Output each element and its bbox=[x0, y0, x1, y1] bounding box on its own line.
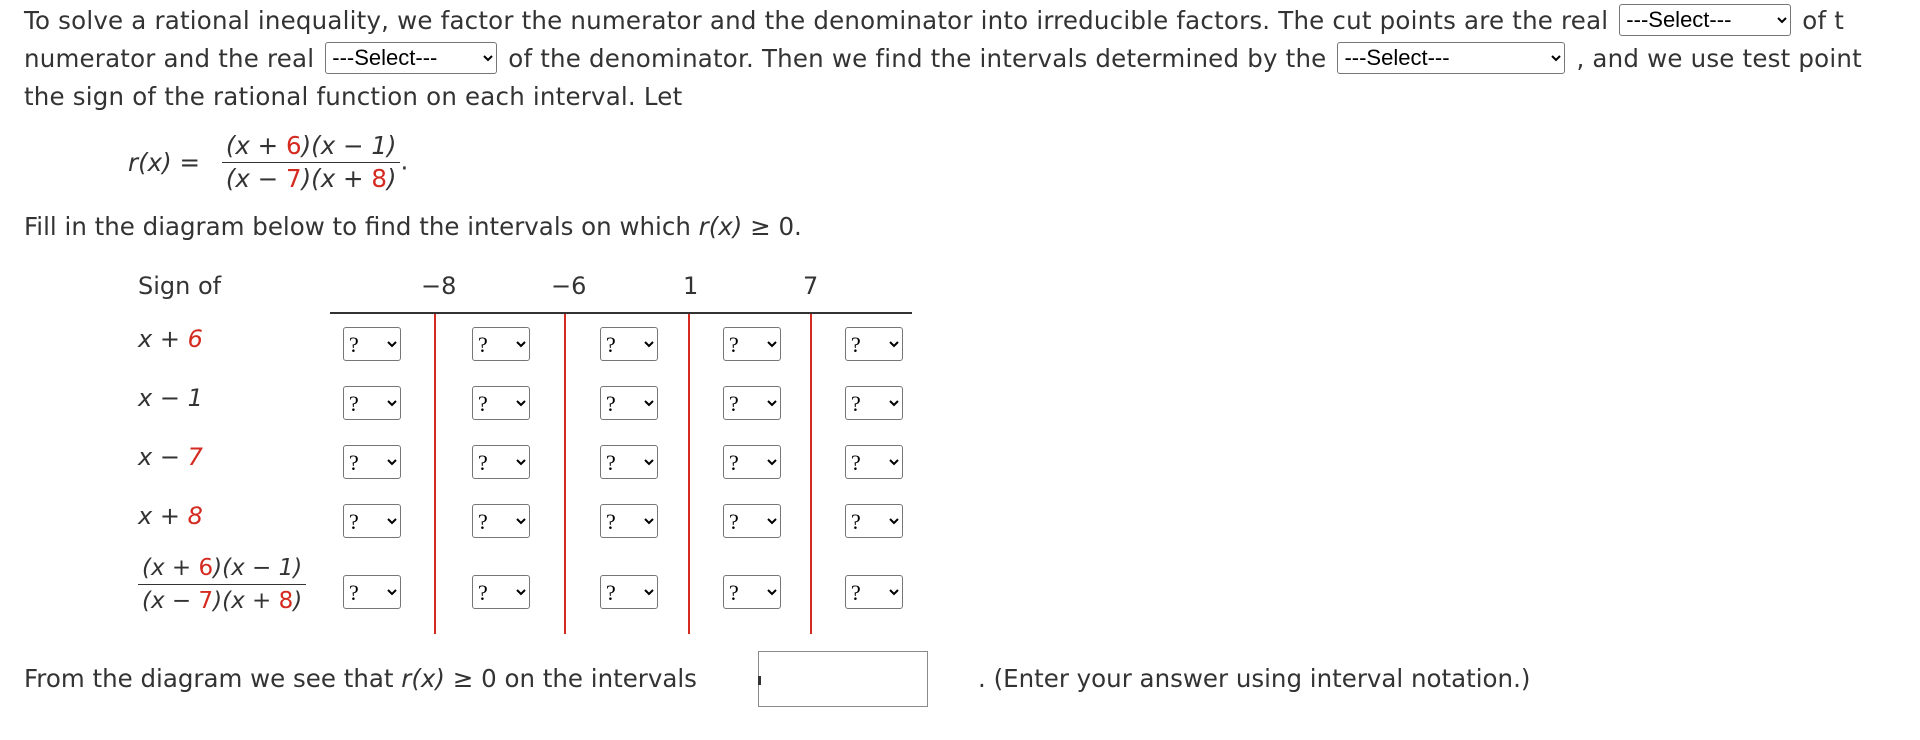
fraction-numerator: (x + 6)(x − 1) bbox=[225, 131, 397, 160]
instructions-text: , and we use test point bbox=[1576, 44, 1862, 73]
rational-function-definition bbox=[128, 130, 408, 195]
quotient-label bbox=[138, 552, 306, 617]
cut-line bbox=[810, 314, 812, 634]
cut-line bbox=[434, 314, 436, 634]
instructions-text: of the denominator. Then we find the intervals determined by the bbox=[508, 44, 1327, 73]
instructions-line-1 bbox=[24, 2, 1920, 40]
fraction-denominator: (x − 7)(x + 8) bbox=[222, 162, 401, 195]
diagram-header-rule bbox=[330, 312, 912, 314]
sign-select[interactable] bbox=[472, 445, 530, 479]
sign-select[interactable] bbox=[600, 445, 658, 479]
intervals-determined-by-select[interactable] bbox=[1337, 42, 1565, 74]
sign-select[interactable] bbox=[343, 386, 401, 420]
sign-select[interactable] bbox=[472, 327, 530, 361]
sign-of-header: Sign of bbox=[138, 272, 222, 300]
cut-point-label: −6 bbox=[551, 272, 587, 300]
answer-hint: . (Enter your answer using interval notation.) bbox=[978, 664, 1531, 693]
period: . bbox=[400, 146, 409, 176]
rational-fraction bbox=[222, 130, 401, 195]
sign-select[interactable] bbox=[472, 504, 530, 538]
instructions-text: To solve a rational inequality, we factor the numerator and the denominator into irreducible factors. The cut points are the real bbox=[24, 6, 1609, 35]
fraction-denominator: (x − 7)(x + 8) bbox=[138, 584, 306, 617]
sign-select[interactable] bbox=[343, 445, 401, 479]
cut-point-label: −8 bbox=[421, 272, 457, 300]
intervals-answer-input[interactable] bbox=[758, 651, 928, 707]
sign-select[interactable] bbox=[343, 327, 401, 361]
answer-prompt: From the diagram we see that r(x) ≥ 0 on the intervals bbox=[24, 664, 697, 693]
cut-point-label: 7 bbox=[803, 272, 819, 300]
instructions-paragraph bbox=[24, 2, 1920, 116]
sign-select[interactable] bbox=[723, 575, 781, 609]
diagram-prompt: Fill in the diagram below to find the intervals on which r(x) ≥ 0. bbox=[24, 212, 802, 241]
cut-line bbox=[564, 314, 566, 634]
cut-point-label: 1 bbox=[683, 272, 699, 300]
fraction-numerator: (x + 6)(x − 1) bbox=[142, 555, 303, 581]
sign-select[interactable] bbox=[723, 386, 781, 420]
sign-select[interactable] bbox=[723, 504, 781, 538]
instructions-line-2 bbox=[24, 40, 1920, 78]
instructions-text: of t bbox=[1802, 6, 1845, 35]
sign-select[interactable] bbox=[343, 504, 401, 538]
sign-select[interactable] bbox=[472, 386, 530, 420]
factor-label: x − 1 bbox=[138, 384, 203, 412]
cut-line bbox=[688, 314, 690, 634]
sign-select[interactable] bbox=[472, 575, 530, 609]
sign-select[interactable] bbox=[723, 327, 781, 361]
sign-select[interactable] bbox=[723, 445, 781, 479]
sign-select[interactable] bbox=[845, 327, 903, 361]
cut-points-numerator-select[interactable] bbox=[1619, 4, 1791, 36]
sign-select[interactable] bbox=[600, 575, 658, 609]
sign-select[interactable] bbox=[845, 386, 903, 420]
sign-select[interactable] bbox=[600, 386, 658, 420]
sign-select[interactable] bbox=[343, 575, 401, 609]
factor-label: x − 7 bbox=[138, 443, 203, 471]
sign-select[interactable] bbox=[600, 327, 658, 361]
sign-select[interactable] bbox=[600, 504, 658, 538]
instructions-line-3 bbox=[24, 78, 1920, 116]
sign-select[interactable] bbox=[845, 504, 903, 538]
function-name: r(x) = bbox=[128, 148, 201, 177]
factor-label: x + 6 bbox=[138, 325, 203, 353]
quotient-fraction bbox=[138, 552, 306, 617]
sign-select[interactable] bbox=[845, 445, 903, 479]
instructions-text: the sign of the rational function on each interval. Let bbox=[24, 82, 683, 111]
factor-label: x + 8 bbox=[138, 502, 203, 530]
cut-points-denominator-select[interactable] bbox=[325, 42, 497, 74]
sign-select[interactable] bbox=[845, 575, 903, 609]
text-cursor bbox=[758, 676, 761, 685]
instructions-text: numerator and the real bbox=[24, 44, 315, 73]
